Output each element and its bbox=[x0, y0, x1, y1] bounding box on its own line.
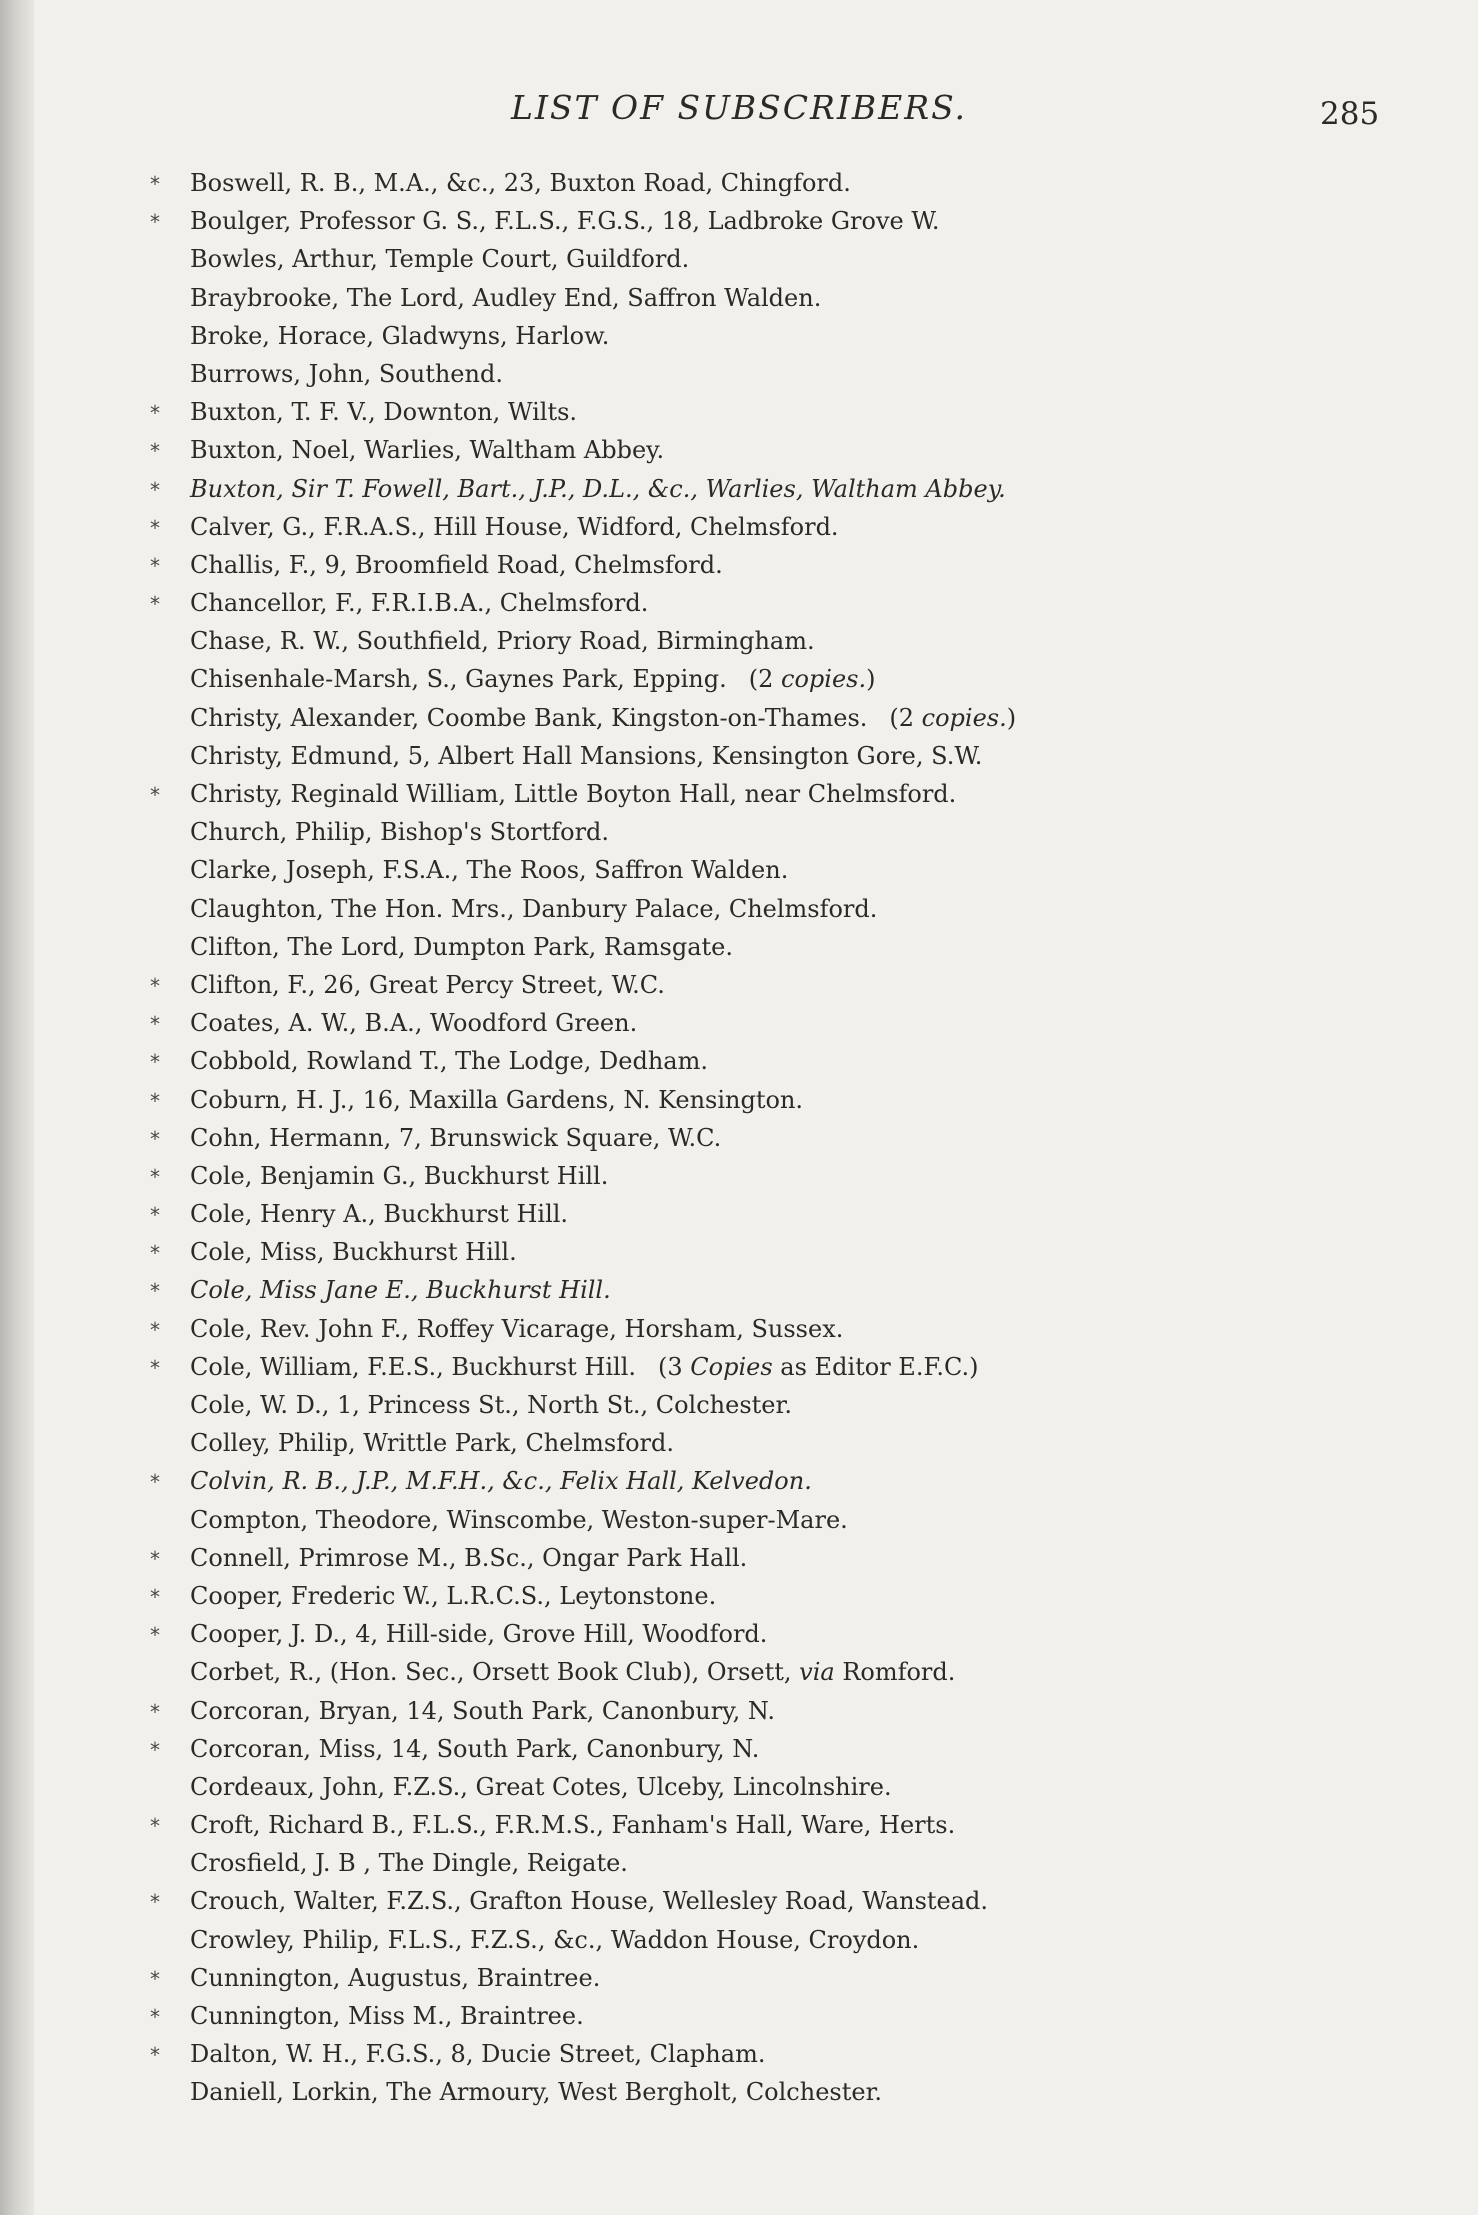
subscriber-text: Corcoran, Miss, 14, South Park, Canonbury, N. bbox=[190, 1734, 760, 1763]
subscriber-entry bbox=[150, 737, 1450, 775]
subscriber-text: Dalton, W. H., F.G.S., 8, Ducie Street, Clapham. bbox=[190, 2040, 766, 2069]
subscriber-text: Clarke, Joseph, F.S.A., The Roos, Saffron Walden. bbox=[190, 856, 789, 885]
subscriber-via: via bbox=[799, 1658, 835, 1687]
subscriber-text: Colley, Philip, Writtle Park, Chelmsford. bbox=[190, 1429, 675, 1458]
subscriber-text: Chancellor, F., F.R.I.B.A., Chelmsford. bbox=[190, 589, 649, 618]
subscriber-text: Corcoran, Bryan, 14, South Park, Canonbury, N. bbox=[190, 1696, 775, 1725]
page-number: 285 bbox=[1320, 96, 1380, 132]
subscriber-entry bbox=[150, 584, 1450, 622]
subscriber-marker: * bbox=[150, 1126, 160, 1151]
subscriber-entry bbox=[150, 1844, 1450, 1882]
subscriber-entry bbox=[150, 1195, 1450, 1233]
subscriber-marker: * bbox=[150, 2005, 160, 2029]
subscriber-entry bbox=[150, 851, 1450, 889]
subscriber-marker: * bbox=[150, 1317, 160, 1342]
subscriber-entry bbox=[150, 1653, 1450, 1691]
subscriber-entry bbox=[150, 1081, 1450, 1119]
subscriber-text: Christy, Alexander, Coombe Bank, Kingston-on-Thames. bbox=[190, 703, 868, 732]
subscriber-text: Cole, Miss, Buckhurst Hill. bbox=[190, 1238, 517, 1267]
subscriber-entry bbox=[150, 546, 1450, 584]
subscriber-text: Cole, W. D., 1, Princess St., North St., Colchester. bbox=[190, 1391, 792, 1419]
subscriber-text: Church, Philip, Bishop's Stortford. bbox=[190, 818, 610, 847]
subscriber-marker: * bbox=[150, 1966, 160, 1991]
subscriber-text: Claughton, The Hon. Mrs., Danbury Palace, Chelmsford. bbox=[190, 894, 878, 923]
copies-note-word: copies. bbox=[921, 703, 1007, 732]
subscriber-text: Cole, Henry A., Buckhurst Hill. bbox=[190, 1200, 569, 1229]
subscriber-marker: * bbox=[150, 1737, 160, 1762]
subscriber-entry bbox=[150, 1386, 1450, 1424]
copies-note-word: copies. bbox=[781, 665, 867, 694]
subscriber-entry bbox=[150, 1424, 1450, 1462]
subscriber-text: Buxton, Noel, Warlies, Waltham Abbey. bbox=[190, 436, 665, 465]
subscriber-entry bbox=[150, 775, 1450, 813]
subscriber-entry bbox=[150, 890, 1450, 928]
subscriber-entry bbox=[150, 1806, 1450, 1844]
copies-note-word: Copies bbox=[690, 1352, 773, 1381]
subscriber-entry bbox=[150, 1004, 1450, 1042]
subscriber-marker: * bbox=[150, 1088, 160, 1113]
copies-note-close: ) bbox=[866, 665, 876, 694]
subscriber-text: Buxton, T. F. V., Downton, Wilts. bbox=[190, 398, 578, 427]
subscriber-marker: * bbox=[150, 2043, 160, 2068]
subscriber-text: Cohn, Hermann, 7, Brunswick Square, W.C. bbox=[190, 1123, 722, 1152]
subscriber-entry bbox=[150, 470, 1450, 508]
subscriber-entry bbox=[150, 431, 1450, 469]
subscriber-entry bbox=[150, 1539, 1450, 1577]
subscriber-text: Calver, G., F.R.A.S., Hill House, Widford, Chelmsford. bbox=[190, 512, 839, 541]
subscriber-entry bbox=[150, 202, 1450, 240]
subscriber-entry bbox=[150, 1042, 1450, 1080]
subscriber-marker: * bbox=[150, 515, 160, 540]
subscriber-entry bbox=[150, 164, 1450, 202]
subscriber-marker: * bbox=[150, 1203, 160, 1228]
subscriber-text: Clifton, F., 26, Great Percy Street, W.C. bbox=[190, 970, 665, 999]
subscriber-marker: * bbox=[150, 1890, 160, 1915]
subscriber-entry bbox=[150, 1501, 1450, 1539]
subscriber-text: Chisenhale-Marsh, S., Gaynes Park, Epping. bbox=[190, 665, 727, 694]
subscriber-text: Crowley, Philip, F.L.S., F.Z.S., &c., Waddon House, Croydon. bbox=[190, 1925, 920, 1954]
subscriber-text: Cunnington, Miss M., Braintree. bbox=[190, 2002, 584, 2030]
subscriber-text: Compton, Theodore, Winscombe, Weston-super-Mare. bbox=[190, 1505, 848, 1534]
subscriber-text: Daniell, Lorkin, The Armoury, West Bergholt, Colchester. bbox=[190, 2078, 883, 2107]
subscriber-text: Clifton, The Lord, Dumpton Park, Ramsgate. bbox=[190, 932, 733, 961]
subscriber-text: Cole, Benjamin G., Buckhurst Hill. bbox=[190, 1161, 609, 1190]
subscriber-text: Boulger, Professor G. S., F.L.S., F.G.S., 18, Ladbroke Grove W. bbox=[190, 207, 940, 236]
subscriber-entry bbox=[150, 1615, 1450, 1653]
subscriber-text: Braybrooke, The Lord, Audley End, Saffron Walden. bbox=[190, 283, 822, 312]
subscriber-text: Boswell, R. B., M.A., &c., 23, Buxton Road, Chingford. bbox=[190, 169, 851, 197]
subscriber-marker: * bbox=[150, 1050, 160, 1075]
subscriber-text: Cole, William, F.E.S., Buckhurst Hill. bbox=[190, 1352, 637, 1381]
subscriber-text: Crosfield, J. B , The Dingle, Reigate. bbox=[190, 1849, 628, 1878]
subscriber-entry bbox=[150, 813, 1450, 851]
subscriber-entry bbox=[150, 1959, 1450, 1997]
subscriber-marker: * bbox=[150, 1164, 160, 1189]
subscriber-text: Cooper, J. D., 4, Hill-side, Grove Hill, Woodford. bbox=[190, 1620, 768, 1649]
subscriber-text: Croft, Richard B., F.L.S., F.R.M.S., Fanham's Hall, Ware, Herts. bbox=[190, 1811, 956, 1840]
subscriber-text: Coburn, H. J., 16, Maxilla Gardens, N. Kensington. bbox=[190, 1085, 804, 1114]
subscriber-marker: * bbox=[150, 1012, 160, 1037]
subscriber-text: Colvin, R. B., J.P., M.F.H., &c., Felix Hall, Kelvedon. bbox=[190, 1467, 812, 1496]
subscriber-entry bbox=[150, 1310, 1450, 1348]
copies-note-open: (3 bbox=[658, 1352, 691, 1381]
subscriber-marker: * bbox=[150, 172, 160, 196]
subscriber-entry bbox=[150, 1233, 1450, 1271]
subscriber-list bbox=[150, 164, 1450, 2112]
subscriber-marker: * bbox=[150, 1355, 160, 1380]
subscriber-entry bbox=[150, 1882, 1450, 1920]
subscriber-text: Cordeaux, John, F.Z.S., Great Cotes, Ulceby, Lincolnshire. bbox=[190, 1772, 892, 1801]
copies-note-open: (2 bbox=[748, 665, 782, 694]
subscriber-text: Cunnington, Augustus, Braintree. bbox=[190, 1963, 601, 1992]
subscriber-entry bbox=[150, 699, 1450, 737]
subscriber-entry bbox=[150, 240, 1450, 278]
subscriber-marker: * bbox=[150, 401, 160, 426]
subscriber-entry bbox=[150, 279, 1450, 317]
subscriber-marker: * bbox=[150, 592, 160, 617]
subscriber-entry bbox=[150, 1730, 1450, 1768]
subscriber-entry bbox=[150, 2073, 1450, 2111]
copies-note-close: as Editor E.F.C.) bbox=[772, 1352, 979, 1381]
subscriber-text: Christy, Reginald William, Little Boyton Hall, near Chelmsford. bbox=[190, 780, 957, 808]
subscriber-text: Corbet, R., (Hon. Sec., Orsett Book Club), Orsett, bbox=[190, 1658, 800, 1687]
subscriber-marker: * bbox=[150, 1584, 160, 1609]
subscriber-text: Chase, R. W., Southfield, Priory Road, Birmingham. bbox=[190, 627, 815, 656]
subscriber-entry bbox=[150, 1348, 1450, 1386]
subscriber-entry bbox=[150, 966, 1450, 1004]
subscriber-entry bbox=[150, 1271, 1450, 1309]
subscriber-marker: * bbox=[150, 1279, 160, 1304]
subscriber-text: Buxton, Sir T. Fowell, Bart., J.P., D.L., &c., Warlies, Waltham Abbey. bbox=[190, 474, 1006, 503]
copies-note-open: (2 bbox=[889, 703, 922, 732]
subscriber-entry bbox=[150, 317, 1450, 355]
subscriber-marker: * bbox=[150, 1623, 160, 1648]
subscriber-entry bbox=[150, 2035, 1450, 2073]
subscriber-entry bbox=[150, 660, 1450, 698]
subscriber-text: Connell, Primrose M., B.Sc., Ongar Park Hall. bbox=[190, 1543, 748, 1572]
copies-note-close: ) bbox=[1006, 703, 1017, 732]
subscriber-entry bbox=[150, 355, 1450, 393]
subscriber-text: Burrows, John, Southend. bbox=[190, 359, 503, 388]
subscriber-text: Bowles, Arthur, Temple Court, Guildford. bbox=[190, 245, 690, 274]
copies-note bbox=[889, 704, 1016, 732]
page-gutter-shadow bbox=[0, 0, 34, 2215]
subscriber-marker: * bbox=[150, 973, 160, 998]
subscriber-entry bbox=[150, 508, 1450, 546]
subscriber-entry bbox=[150, 1921, 1450, 1959]
copies-note bbox=[749, 665, 876, 693]
subscriber-text-tail: Romford. bbox=[834, 1658, 956, 1687]
subscriber-marker: * bbox=[150, 1241, 160, 1266]
subscriber-text: Challis, F., 9, Broomfield Road, Chelmsford. bbox=[190, 550, 723, 579]
copies-note bbox=[658, 1353, 978, 1381]
subscriber-marker: * bbox=[150, 1470, 160, 1495]
running-title: LIST OF SUBSCRIBERS. bbox=[510, 88, 967, 127]
subscriber-marker: * bbox=[150, 439, 160, 464]
subscriber-entry bbox=[150, 1692, 1450, 1730]
subscriber-entry bbox=[150, 1997, 1450, 2035]
subscriber-marker: * bbox=[150, 1699, 160, 1724]
subscriber-marker: * bbox=[150, 1814, 160, 1839]
subscriber-entry bbox=[150, 1768, 1450, 1806]
subscriber-marker: * bbox=[150, 477, 160, 502]
subscriber-entry bbox=[150, 928, 1450, 966]
subscriber-marker: * bbox=[150, 783, 160, 807]
subscriber-entry bbox=[150, 1119, 1450, 1157]
subscriber-entry bbox=[150, 1577, 1450, 1615]
subscriber-text: Coates, A. W., B.A., Woodford Green. bbox=[190, 1009, 638, 1038]
subscriber-text: Broke, Horace, Gladwyns, Harlow. bbox=[190, 321, 610, 350]
subscriber-text: Crouch, Walter, F.Z.S., Grafton House, Wellesley Road, Wanstead. bbox=[190, 1887, 989, 1916]
subscriber-text: Cole, Miss Jane E., Buckhurst Hill. bbox=[190, 1276, 611, 1305]
subscriber-text: Cole, Rev. John F., Roffey Vicarage, Horsham, Sussex. bbox=[190, 1314, 844, 1343]
subscriber-text: Cooper, Frederic W., L.R.C.S., Leytonstone. bbox=[190, 1581, 717, 1610]
subscriber-entry bbox=[150, 393, 1450, 431]
subscriber-entry bbox=[150, 622, 1450, 660]
subscriber-text: Cobbold, Rowland T., The Lodge, Dedham. bbox=[190, 1047, 708, 1076]
subscriber-marker: * bbox=[150, 1546, 160, 1571]
subscriber-marker: * bbox=[150, 210, 160, 235]
subscriber-text: Christy, Edmund, 5, Albert Hall Mansions, Kensington Gore, S.W. bbox=[190, 741, 983, 770]
subscriber-entry bbox=[150, 1157, 1450, 1195]
subscriber-entry bbox=[150, 1462, 1450, 1500]
subscriber-marker: * bbox=[150, 553, 160, 578]
